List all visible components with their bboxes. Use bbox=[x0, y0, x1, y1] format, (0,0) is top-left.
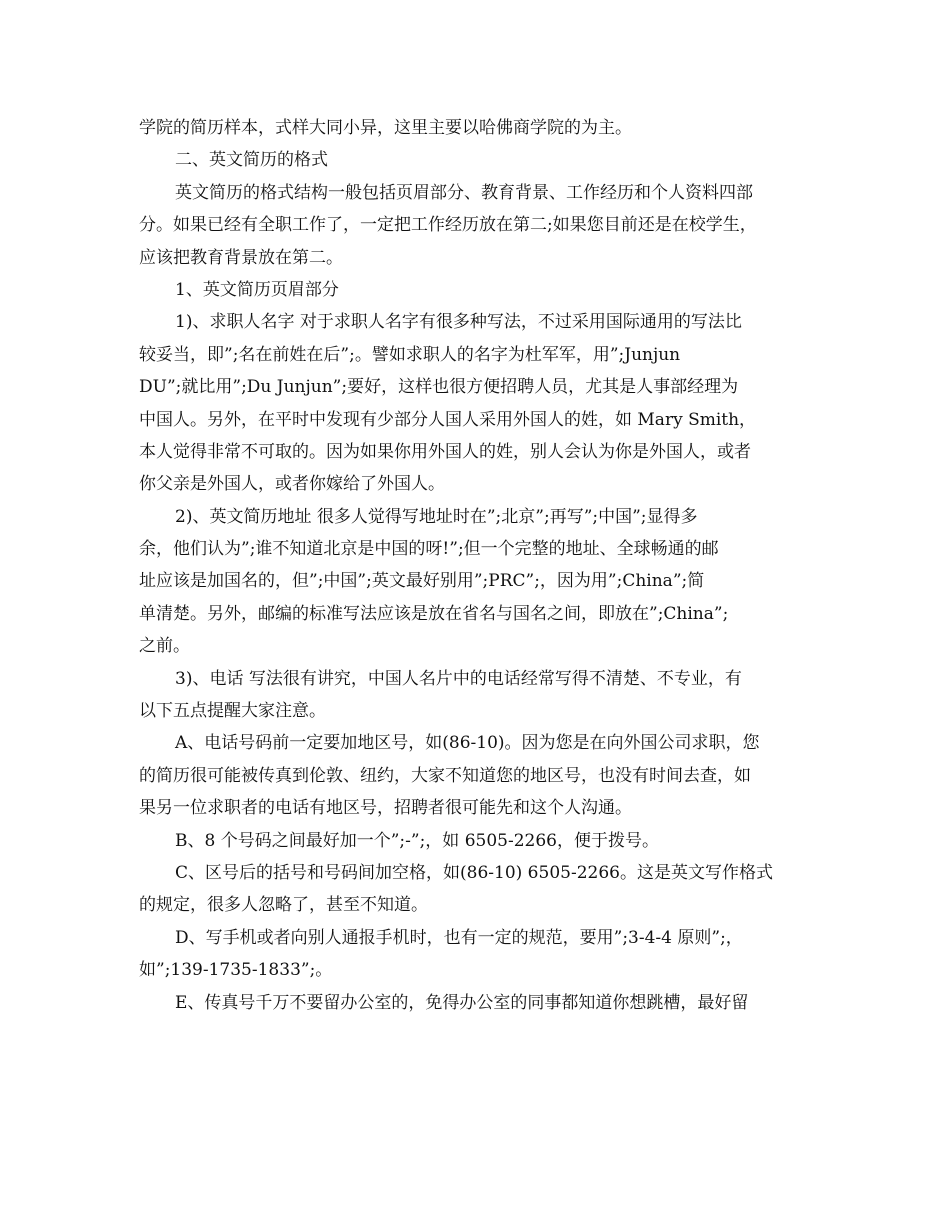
text-line: 较妥当，即”;名在前姓在后”;。譬如求职人的名字为杜军军，用”;Junjun bbox=[139, 344, 681, 365]
text-line: 学院的简历样本，式样大同小异，这里主要以哈佛商学院的为主。 bbox=[139, 118, 632, 138]
text-line: 果另一位求职者的电话有地区号，招聘者很可能先和这个人沟通。 bbox=[139, 798, 632, 819]
text-line: 余，他们认为”;谁不知道北京是中国的呀!”;但一个完整的地址、全球畅通的邮 bbox=[139, 539, 719, 560]
text-line: 1)、求职人名字 对于求职人名字有很多种写法，不过采用国际通用的写法比 bbox=[175, 312, 742, 333]
text-line: 本人觉得非常不可取的。因为如果你用外国人的姓，别人会认为你是外国人，或者 bbox=[139, 441, 751, 462]
text-line: 英文简历的格式结构一般包括页眉部分、教育背景、工作经历和个人资料四部 bbox=[175, 182, 753, 203]
text-line: B、8 个号码之间最好加一个”;-”;，如 6505-2266，便于拨号。 bbox=[175, 830, 659, 851]
text-line: 的简历很可能被传真到伦敦、纽约，大家不知道您的地区号，也没有时间去查，如 bbox=[139, 765, 751, 786]
text-line: 2)、英文简历地址 很多人觉得写地址时在”;北京”;再写”;中国”;显得多 bbox=[175, 506, 698, 527]
text-line: E、传真号千万不要留办公室的，免得办公室的同事都知道你想跳槽，最好留 bbox=[175, 992, 749, 1013]
text-line: 3)、电话 写法很有讲究，中国人名片中的电话经常写得不清楚、不专业，有 bbox=[175, 668, 742, 689]
text-line: C、区号后的括号和号码间加空格，如(86-10) 6505-2266。这是英文写作格式 bbox=[175, 862, 773, 883]
text-line: 以下五点提醒大家注意。 bbox=[139, 701, 326, 722]
text-line: 中国人。另外，在平时中发现有少部分人国人采用外国人的姓，如 Mary Smith， bbox=[139, 409, 757, 430]
document-page bbox=[139, 112, 819, 1019]
text-line: 之前。 bbox=[139, 636, 190, 657]
text-line: D、写手机或者向别人通报手机时，也有一定的规范，要用”;3-4-4 原则”;， bbox=[175, 927, 743, 948]
section-heading: 二、英文简历的格式 bbox=[175, 150, 328, 171]
text-line: A、电话号码前一定要加地区号，如(86-10)。因为您是在向外国公司求职，您 bbox=[175, 733, 760, 754]
text-line: 你父亲是外国人，或者你嫁给了外国人。 bbox=[139, 474, 445, 495]
text-line: 分。如果已经有全职工作了，一定把工作经历放在第二;如果您目前还是在校学生， bbox=[139, 215, 757, 236]
text-line: DU”;就比用”;Du Junjun”;要好，这样也很方便招聘人员，尤其是人事部经理为 bbox=[139, 377, 739, 398]
text-line: 的规定，很多人忽略了，甚至不知道。 bbox=[139, 895, 428, 916]
text-line: 单清楚。另外，邮编的标准写法应该是放在省名与国名之间，即放在”;China”; bbox=[139, 603, 729, 624]
text-line: 址应该是加国名的，但”;中国”;英文最好别用”;PRC”;，因为用”;China”;简 bbox=[139, 571, 705, 592]
text-line: 应该把教育背景放在第二。 bbox=[139, 247, 343, 268]
subsection-heading: 1、英文简历页眉部分 bbox=[175, 279, 339, 300]
text-line: 如”;139-1735-1833”;。 bbox=[139, 960, 333, 981]
